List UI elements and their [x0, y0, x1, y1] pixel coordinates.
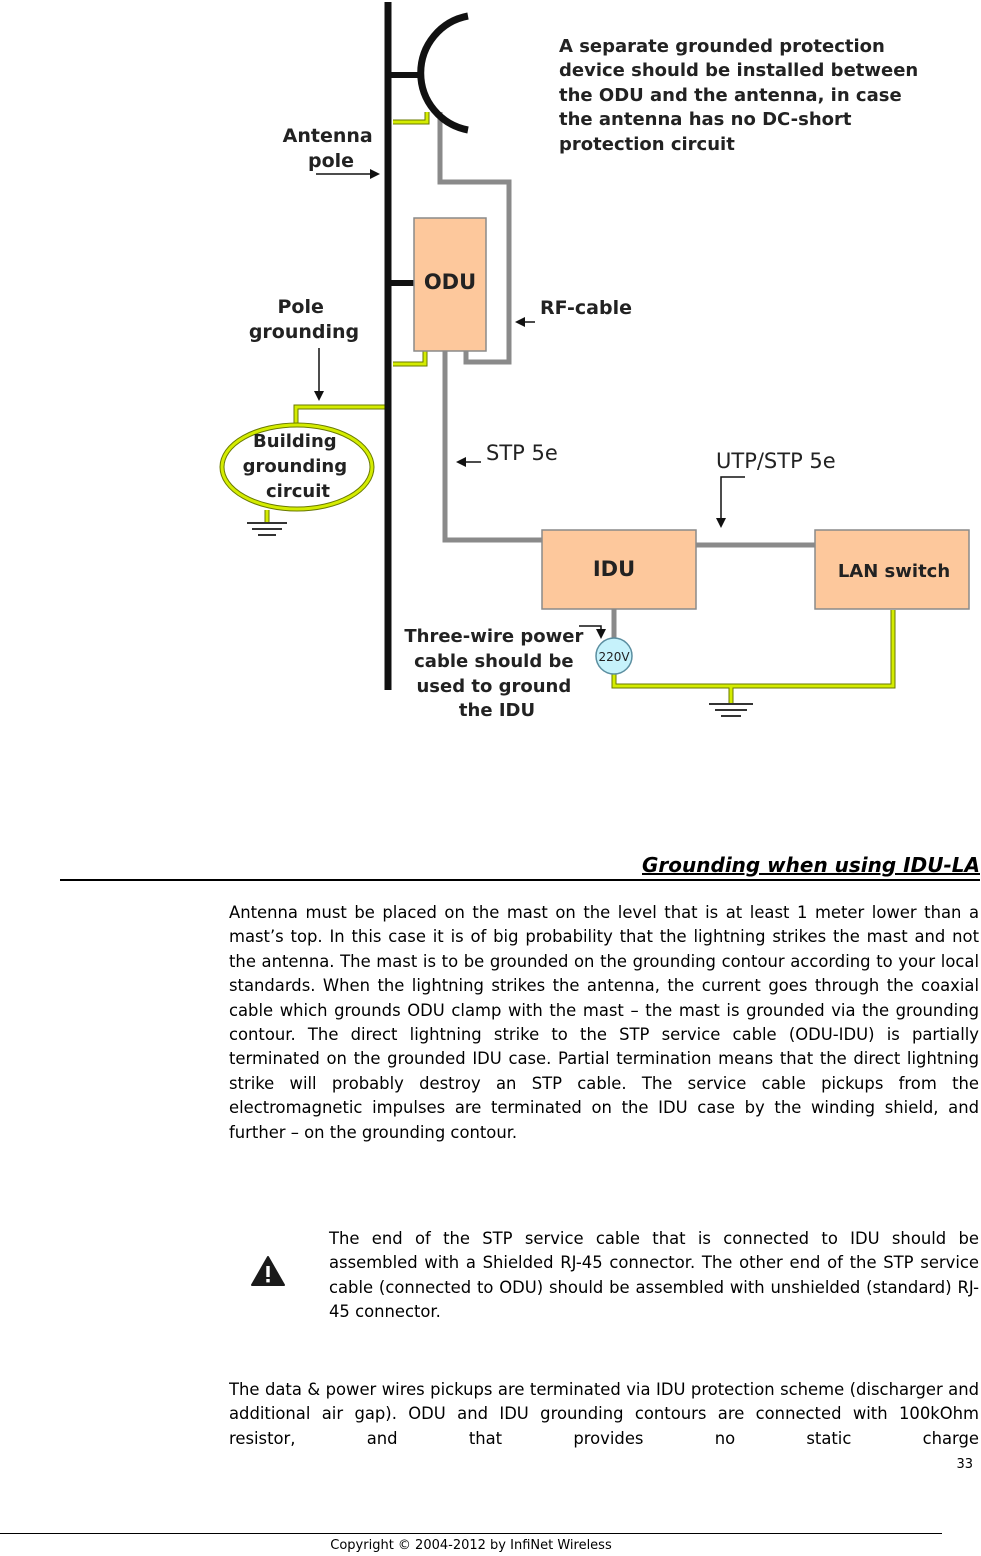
note-line-3: the ODU and the antenna, in case [559, 85, 902, 106]
pole-grounding-label-1: Pole [277, 296, 324, 318]
three-wire-label-3: used to ground [416, 676, 572, 697]
pole-grounding-label-2: grounding [248, 321, 360, 343]
svg-text:Antenna pole [283, 125, 380, 172]
utp-stp-arrow [721, 477, 745, 526]
antenna-pole-label-2: pole [307, 150, 355, 172]
building-grounding-label-2: grounding [242, 456, 348, 477]
grounding-diagram [0, 0, 981, 740]
copyright-footer: Copyright © 2004-2012 by InfiNet Wireless [330, 1538, 612, 1553]
note-line-4: the antenna has no DC-short [559, 109, 852, 130]
warning-note: The end of the STP service cable that is connected to IDU should be assembled with a Shielded RJ-45 connector. The other end of the STP service cable (connected to ODU) should be assembled with unshielded (standard) RJ-45 connector. [329, 1229, 979, 1322]
utp-stp-label: UTP/STP 5e [716, 449, 836, 473]
svg-text:Three-wire power cable sho [404, 626, 589, 721]
ground-wires [267, 112, 893, 704]
note-line-1: A separate grounded protection [559, 36, 885, 57]
footer-divider [0, 1533, 942, 1534]
rf-cable-label: RF-cable [540, 297, 632, 319]
body-paragraph-2: The data & power wires pickups are terminated via IDU protection scheme (discharger and additional air gap). ODU and IDU grounding contours are connected with 100kOhm resistor, and that provides no static charge [229, 1380, 979, 1448]
building-grounding-label-3: circuit [266, 481, 330, 502]
antenna-pole-label-1: Antenna [282, 125, 373, 147]
odu-label: ODU [423, 270, 477, 294]
svg-text:Pole grounding [249, 296, 359, 343]
idu-label: IDU [592, 557, 636, 581]
three-wire-label-2: cable should be [414, 651, 574, 672]
building-ground-symbol [247, 523, 287, 535]
building-grounding-label-1: Building [253, 431, 337, 452]
body-paragraph-1: Antenna must be placed on the mast on the level that is at least 1 meter lower than a mast’s top. In this case it is of big probability that the lightning strikes the mast and not the antenna. The mast is to be grounded on the grounding contour according to your local standards. When the lightning strikes the antenna, the current goes through the coaxial cable which grounds ODU clamp with the mast – the mast is grounded via the grounding contour. The direct lightning strike to the STP service cable (ODU-IDU) is partially terminated on the grounded IDU case. Partial termination means that the direct lightning strike will probably destroy an STP cable. The service cable pickups from the electromagnetic impulses are terminated on the IDU case by the winding shield, and further – on the grounding contour. [229, 903, 979, 1142]
idu-ground-symbol [709, 704, 753, 716]
warning-icon [250, 1255, 286, 1287]
page-number: 33 [956, 1457, 973, 1472]
three-wire-label-1: Three-wire power [404, 626, 584, 647]
section-title: Grounding when using IDU-LA [60, 853, 980, 881]
svg-text:A separate grounded protection [559, 36, 925, 155]
note-line-2: device should be installed between [559, 60, 919, 81]
note-line-5: protection circuit [559, 134, 735, 155]
stp-label: STP 5e [486, 441, 558, 465]
three-wire-label-4: the IDU [458, 700, 536, 721]
voltage-label: 220V [598, 650, 630, 664]
lan-switch-label: LAN switch [837, 561, 951, 582]
